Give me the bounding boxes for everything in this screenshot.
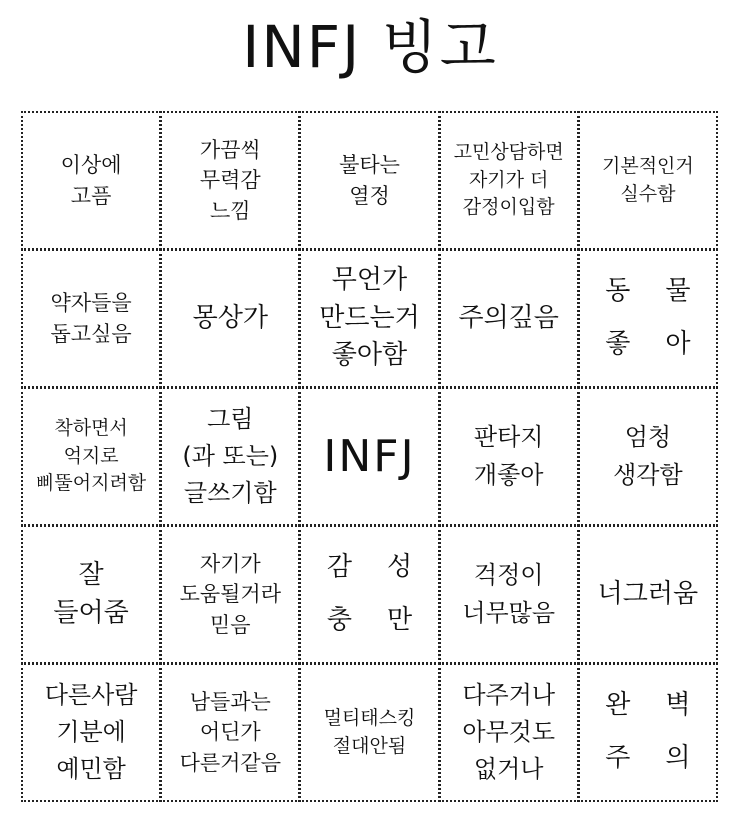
cell-label: 가끔씩 무력감 느낌 <box>199 137 261 223</box>
cell-label: 이상에 고픔 <box>60 153 122 208</box>
cell-label: INFJ <box>323 430 416 482</box>
cell-label: 걱정이 너무많음 <box>462 561 556 627</box>
cell-label: 착하면서 억지로 삐뚤어지려함 <box>36 417 147 495</box>
cell-char: 만 <box>386 605 413 636</box>
cell-label: 무언가 만드는거 좋아함 <box>319 264 420 371</box>
page-title: INFJ 빙고 <box>242 13 498 81</box>
cell-label: 잘 들어줌 <box>53 559 129 628</box>
bingo-cell[interactable] <box>21 525 161 664</box>
bingo-board <box>22 112 718 802</box>
cell-char: 벽 <box>665 689 691 720</box>
cell-char: 동 <box>605 275 631 306</box>
bingo-cell[interactable] <box>299 525 439 664</box>
cell-label: 멀티태스킹 절대안됨 <box>323 706 416 757</box>
cell-char: 완 <box>605 689 631 720</box>
cell-char: 좋 <box>605 329 631 360</box>
cell-label: 너그러움 <box>597 578 699 609</box>
bingo-cell[interactable] <box>160 111 300 250</box>
bingo-cell[interactable] <box>439 525 579 664</box>
cell-char: 성 <box>386 551 413 582</box>
bingo-cell[interactable] <box>299 111 439 250</box>
bingo-cell[interactable] <box>160 387 300 526</box>
cell-label: 기본적인거 실수함 <box>602 154 694 205</box>
cell-label: 판타지 개좋아 <box>473 423 544 489</box>
bingo-center-cell[interactable] <box>299 387 439 526</box>
bingo-cell[interactable] <box>578 663 718 802</box>
bingo-cell[interactable] <box>160 249 300 388</box>
bingo-cell[interactable] <box>21 387 161 526</box>
bingo-cell[interactable] <box>299 663 439 802</box>
cell-label: 불타는 열정 <box>339 153 400 208</box>
cell-label: 다주거나 아무것도 없거나 <box>462 680 556 784</box>
cell-label: 주의깊음 <box>458 302 559 333</box>
bingo-cell[interactable] <box>439 249 579 388</box>
bingo-cell[interactable] <box>160 663 300 802</box>
bingo-cell[interactable] <box>21 663 161 802</box>
bingo-cell[interactable] <box>439 387 579 526</box>
cell-label: 몽상가 <box>192 302 268 333</box>
bingo-cell[interactable] <box>439 663 579 802</box>
bingo-cell[interactable] <box>578 111 718 250</box>
cell-label: 약자들을 돕고싶음 <box>50 291 132 346</box>
cell-char: 충 <box>326 605 352 636</box>
bingo-cell[interactable] <box>21 249 161 388</box>
bingo-cell[interactable] <box>578 525 718 664</box>
cell-char: 물 <box>665 275 691 306</box>
cell-label: 고민상담하면 자기가 더 감정이입함 <box>453 141 564 219</box>
cell-label: 엄청 생각함 <box>613 423 683 489</box>
cell-label: 남들과는 어딘가 다른거같음 <box>179 689 281 775</box>
bingo-cell[interactable] <box>578 249 718 388</box>
bingo-cell[interactable] <box>21 111 161 250</box>
cell-label: 그림 (과 또는) 글쓰기함 <box>182 404 279 508</box>
cell-char: 아 <box>665 329 691 360</box>
bingo-cell[interactable] <box>439 111 579 250</box>
cell-char: 의 <box>665 743 691 774</box>
cell-label: 자기가 도움될거라 믿음 <box>179 551 281 637</box>
cell-char: 감 <box>326 551 352 582</box>
bingo-cell[interactable] <box>578 387 718 526</box>
cell-label: 다른사람 기분에 예민함 <box>44 680 138 784</box>
cell-char: 주 <box>605 743 631 774</box>
bingo-cell[interactable] <box>160 525 300 664</box>
bingo-cell[interactable] <box>299 249 439 388</box>
